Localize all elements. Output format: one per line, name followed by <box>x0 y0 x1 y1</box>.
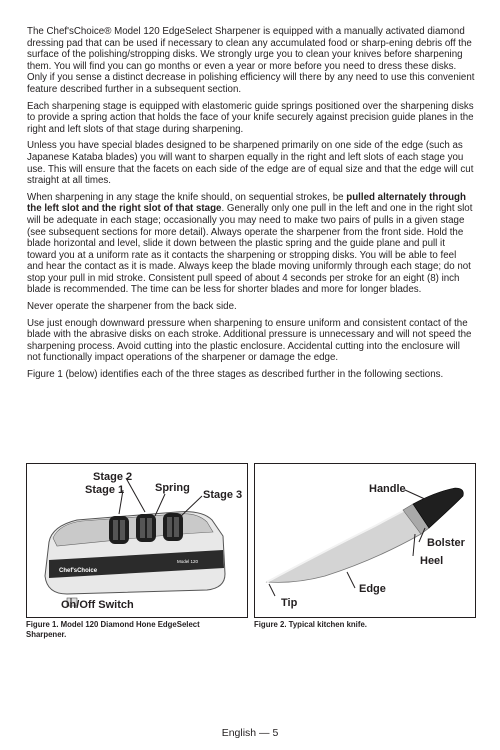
knife-blade-icon <box>267 510 421 582</box>
paragraph-dressing-pad: The Chef'sChoice® Model 120 EdgeSelect Sharpener is equipped with a manually activated diamond dressing pad that can be used if necessary to clean any accumulated food or sharp-ening debris off the surface of the polishing/stropping disks. We strongly urge you to clean your knives before sharpening them. You will find you can go months or even a year or more before you need to dress these disks. Only if you sense a distinct decrease in polishing efficiency will there by any need to use this convenient feature described further in a subsequent section. <box>27 26 475 95</box>
label-on-off-switch: On/Off Switch <box>61 599 134 611</box>
figure-2-knife <box>254 463 476 618</box>
paragraph-figure-intro: Figure 1 (below) identifies each of the three stages as described further in the following sections. <box>27 369 444 381</box>
technique-rest: . Generally only one pull in the left and one in the right slot will be adequate in each stage; occasionally you may need to make two pairs of pulls in a given stage (see subsequent sections for more detail). Always operate the sharpener from the front side. Hold the blade horizontal and level, slide it down between the plastic spring and the guide plane and pull it toward you at a uniform rate as it contacts the sharpening or stropping disks. You will be able to feel and hear the contact as it is made. Always keep the blade moving uniformly through each stage; do not stop your pull in mid stroke. Consistent pull speed of about 4 seconds per stroke for an eight (8) inch blade is recommended. The time can be less for shorter blades and more for longer blades. <box>27 203 473 296</box>
label-handle: Handle <box>369 483 406 495</box>
stage-slot-2 <box>136 514 156 542</box>
label-stage-3: Stage 3 <box>203 489 243 501</box>
model-text: Model 120 <box>177 559 199 564</box>
label-heel: Heel <box>420 555 444 567</box>
document-body <box>27 26 475 386</box>
paragraph-never-back-side: Never operate the sharpener from the back side. <box>27 301 237 313</box>
technique-emphasis: pulled alternately through the left slot and the right slot of that stage <box>27 191 466 215</box>
figures <box>26 463 476 663</box>
paragraph-guide-springs: Each sharpening stage is equipped with elastomeric guide springs positioned over the sharpening disks to provide a spring action that holds the face of your knife securely against precision guide planes in the right and left slots of that stage during sharpening. <box>27 100 474 135</box>
brand-logo-text: Chef'sChoice <box>59 568 98 574</box>
label-stage-2: Stage 2 <box>93 471 133 483</box>
page-footer: English — 5 <box>221 727 279 739</box>
label-spring: Spring <box>155 482 190 494</box>
figure-1-sharpener <box>26 463 248 618</box>
figure-1-caption: Figure 1. Model 120 Diamond Hone EdgeSelect Sharpener. <box>26 620 200 639</box>
label-bolster: Bolster <box>427 537 465 549</box>
paragraph-pressure: Use just enough downward pressure when sharpening to ensure uniform and consistent contact of the blade with the abrasive disks on each stroke. Additional pressure is unnecessary and will not speed the sharpening process. Avoid cutting into the plastic enclosure. Accidental cutting into the enclosure will not functionally impact operations of the sharpener or damage the edge. <box>27 317 472 364</box>
figure-2-caption: Figure 2. Typical kitchen knife. <box>254 620 367 629</box>
technique-lead: When sharpening in any stage the knife should, on sequential strokes, be <box>27 191 347 203</box>
label-stage-1: Stage 1 <box>85 484 125 496</box>
paragraph-sharpening-technique <box>27 192 475 296</box>
stage-slot-1 <box>109 516 129 544</box>
label-edge: Edge <box>359 583 386 595</box>
paragraph-sharpen-equally: Unless you have special blades designed to be sharpened primarily on one side of the edge (such as Japanese Kataba blades) you will want to sharpen equally in the right and left slots of each stage you use. This will ensure that the facets on each side of the edge are of equal size and that the edge will cut straight at all times. <box>27 140 474 187</box>
label-tip: Tip <box>281 597 298 609</box>
